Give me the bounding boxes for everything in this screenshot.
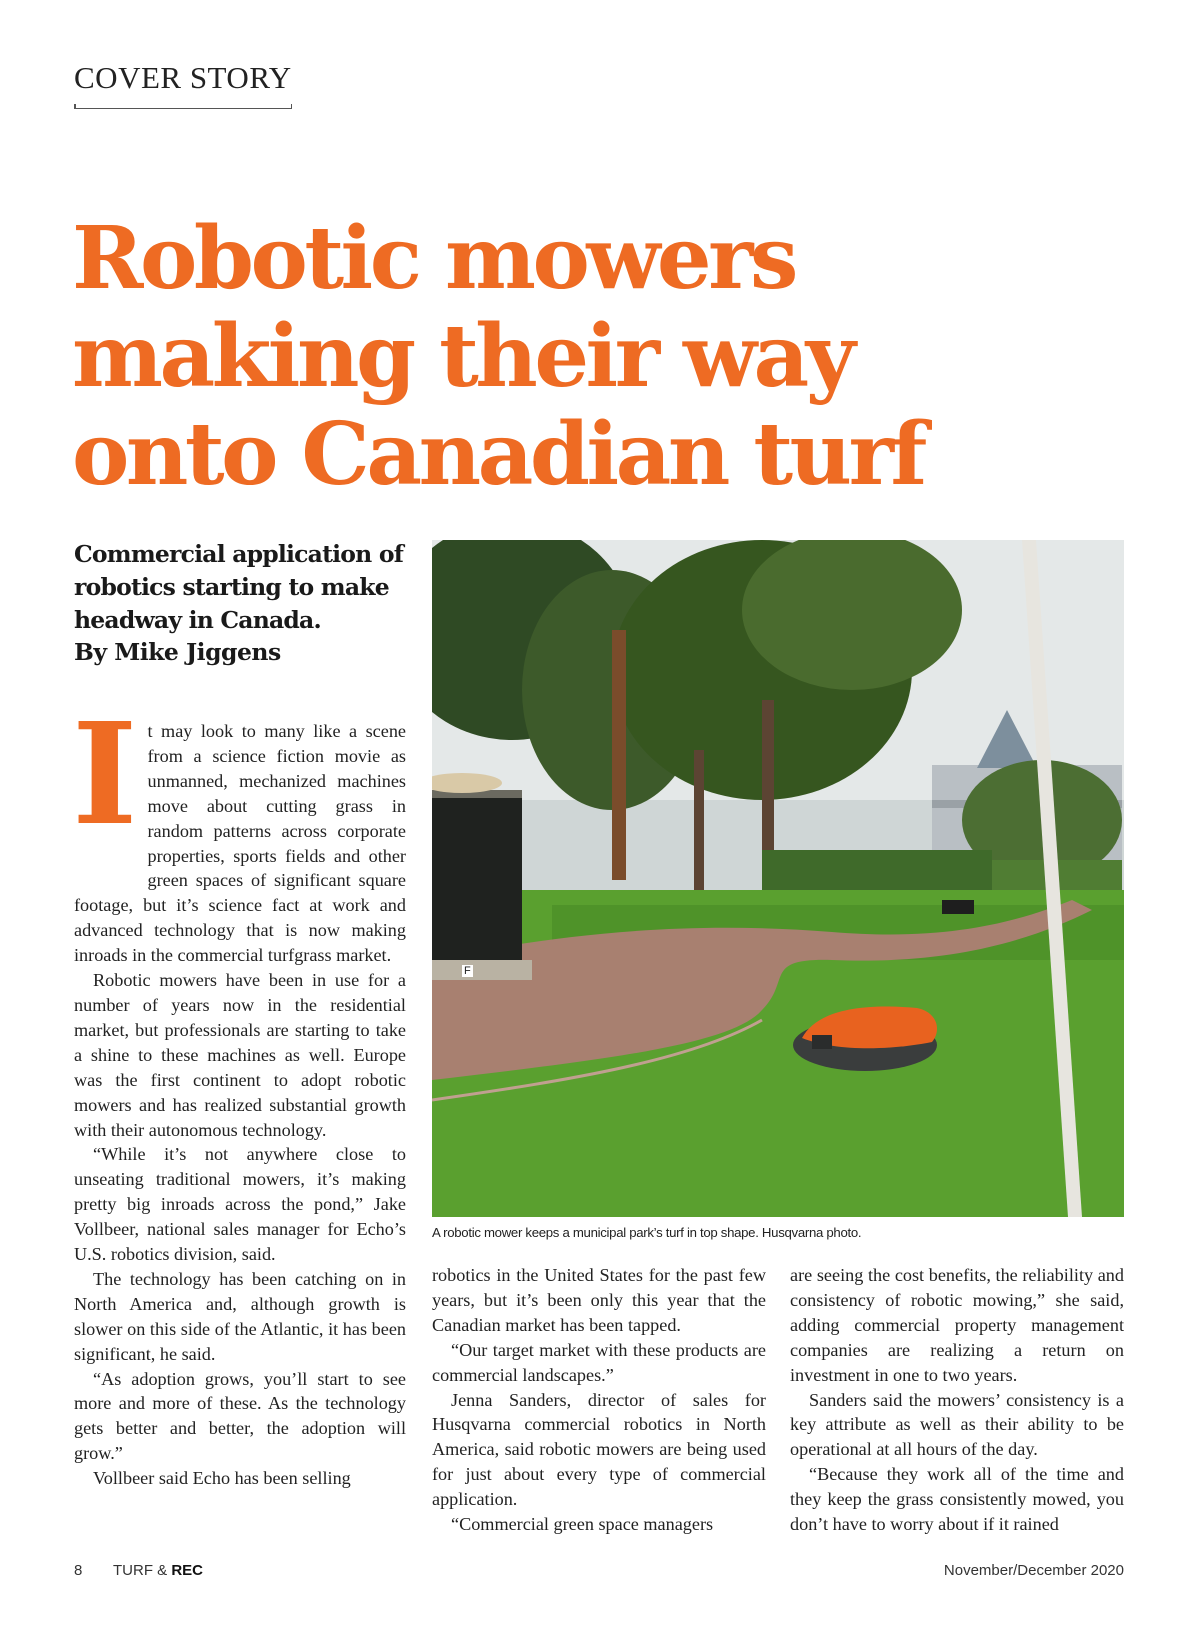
paragraph: are seeing the cost benefits, the reliability and consistency of robotic mowing,” she said, adding commercial property management companies are realizing a return on investment in one to two years. — [790, 1265, 1124, 1385]
article-column-3 — [790, 1263, 1124, 1537]
paragraph: “Commercial green space managers — [451, 1514, 714, 1535]
paragraph: Sanders said the mowers’ consistency is a key attribute as well as their ability to be operational at all hours of the day. — [790, 1389, 1124, 1460]
magazine-name — [113, 1562, 203, 1579]
article-column-1 — [72, 693, 406, 1491]
article-column-2 — [432, 1263, 766, 1537]
paragraph: Robotic mowers have been in use for a number of years now in the residential market, but professionals are starting to take a shine to these machines as well. Europe was the first continent to adopt robotic mowers and has realized substantial growth with their autonomous technology. — [74, 970, 406, 1140]
paragraph: “As adoption grows, you’ll start to see more and more of these. As the technology gets better and better, the adoption will grow.” — [74, 1368, 406, 1464]
photo-caption: A robotic mower keeps a municipal park’s turf in top shape. Husqvarna photo. — [432, 1225, 862, 1240]
paragraph: “Our target market with these products are commercial landscapes.” — [432, 1339, 766, 1385]
paragraph: “Because they work all of the time and they keep the grass consistently mowed, you don’t have to worry about if it rained — [790, 1464, 1124, 1535]
article-photo — [432, 540, 1124, 1217]
paragraph: The technology has been catching on in North America and, although growth is slower on this side of the Atlantic, it has been significant, he said. — [74, 1268, 406, 1364]
page-number: 8 — [74, 1562, 83, 1579]
headline-line-2: making their way — [72, 306, 853, 407]
paragraph: Vollbeer said Echo has been selling — [93, 1468, 351, 1489]
magazine-name-suffix: REC — [171, 1562, 204, 1579]
photo-marker: F — [464, 965, 471, 977]
drop-cap: I — [72, 693, 138, 857]
byline: By Mike Jiggens — [74, 638, 281, 666]
headline — [72, 210, 1172, 504]
park-robotic-mower-photo — [432, 540, 1124, 1217]
headline-line-3: onto Canadian turf — [72, 404, 924, 505]
deck: Commercial application of robotics starting to make headway in Canada. — [74, 540, 404, 634]
magazine-name-prefix: TURF & — [113, 1562, 172, 1579]
paragraph: t may look to many like a scene from a science fiction movie as unmanned, mechanized machines move about cutting grass in random patterns across corporate properties, sports fields and other green spaces of significant square footage, but it’s science fact at work and advanced technology that is now making inroads in the commercial turfgrass market. — [74, 721, 406, 966]
section-rule — [74, 108, 292, 109]
paragraph: Jenna Sanders, director of sales for Husqvarna commercial robotics in North America, said robotic mowers are being used for just about every type of commercial application. — [432, 1389, 766, 1510]
issue-date: November/December 2020 — [943, 1562, 1124, 1579]
paragraph: robotics in the United States for the past few years, but it’s been only this year that the Canadian market has been tapped. — [432, 1265, 766, 1335]
paragraph: “While it’s not anywhere close to unseating traditional mowers, it’s making pretty big inroads across the pond,” Jake Vollbeer, national sales manager for Echo’s U.S. robotics division, said. — [74, 1144, 406, 1265]
section-label: COVER STORY — [74, 60, 292, 95]
headline-line-1: Robotic mowers — [72, 208, 795, 309]
